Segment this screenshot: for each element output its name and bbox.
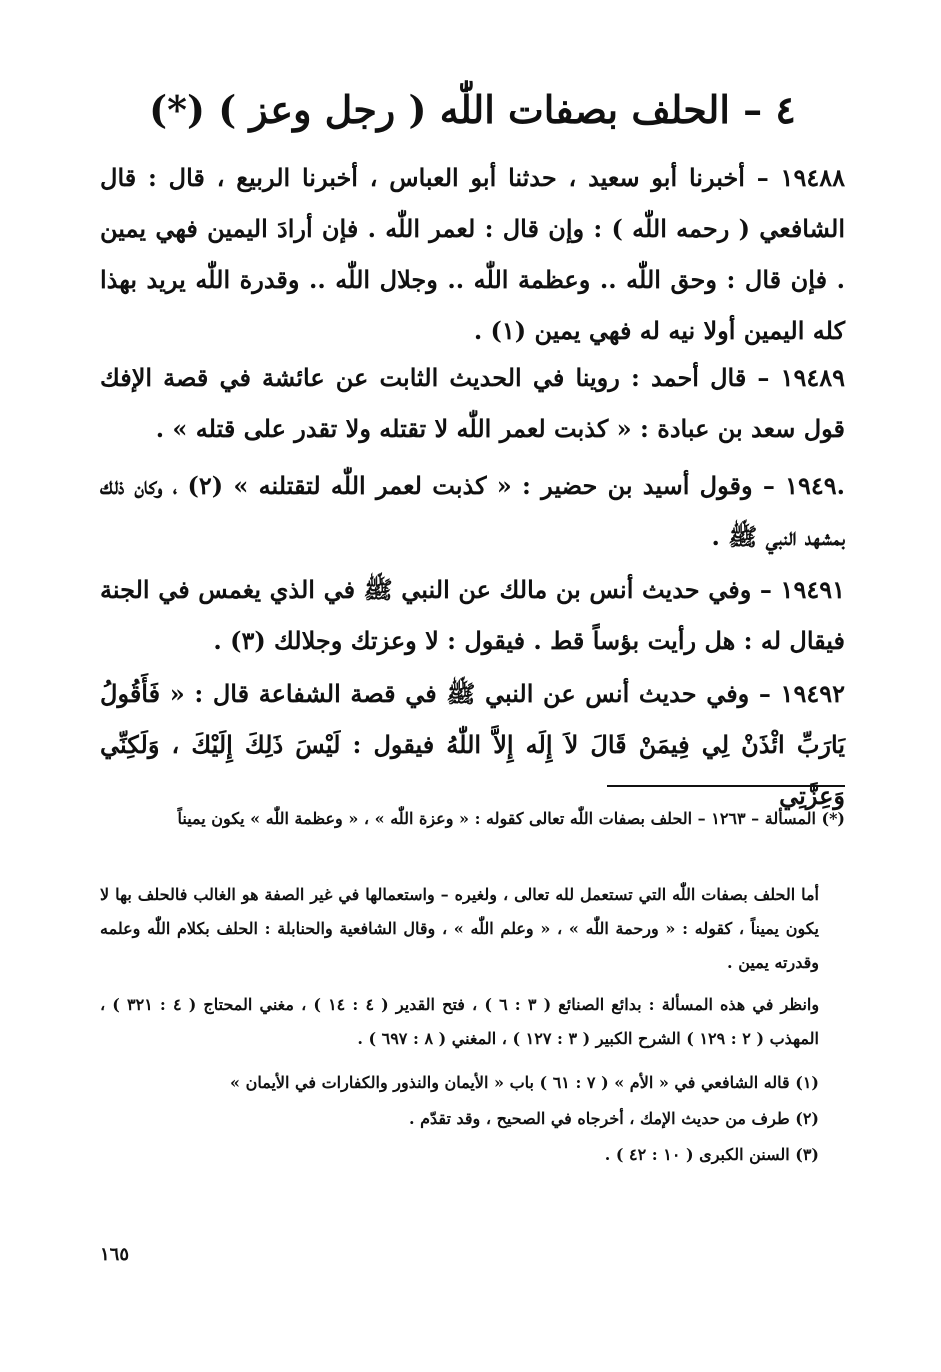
footnote-3: (٣) السنن الكبرى ( ١٠ : ٤٢ ) .	[604, 1145, 819, 1164]
hadith-paragraph-19491	[100, 564, 845, 666]
footnote-separator	[607, 785, 845, 787]
footnote-explanation: أما الحلف بصفات اللّٰه التي تستعمل لله تعالى ، ولغيره – واستعمالها في غير الصفة هو الغالب فالحلف بها لا يكون يميناً ، كقوله : « ورحمة اللّٰه » ، « وعلم اللّٰه » ، وقال الشافعية والحنابلة : الحلف بكلام اللّٰه وعلمه وقدرته يمين .	[100, 885, 819, 972]
paragraph-text: ١٩٤٩٢ – وفي حديث أنس عن النبي ﷺ في قصة الشفاعة قال : « فَأَقُولُ يَارَبِّ ائْذَنْ لِي فِيمَنْ قَالَ لاَ إِلَه إِلاَّ اللّٰهُ فيقول : لَيْسَ ذَلِكَ إِلَيْكَ ، وَلَكِنِّي وَعِزَّتِي	[100, 679, 845, 810]
footnote-2: (٢) طرف من حديث الإمك ، أخرجاه في الصحيح ، وقد تقدّم .	[408, 1109, 819, 1128]
footnote-references: وانظر في هذه المسألة : بدائع الصنائع ( ٣ : ٦ ) ، فتح القدير ( ٤ : ١٤ ) ، مغني المحتاج ( ٤ : ٣٢١ ) ، المهذب ( ٢ : ١٢٩ ) الشرح الكبير ( ٣ : ١٢٧ ) ، المغني ( ٨ : ٦٩٧ ) .	[100, 995, 820, 1048]
hadith-paragraph-19490	[100, 460, 845, 562]
paragraph-text: ١٩٤٨٨ – أخبرنا أبو سعيد ، حدثنا أبو العباس ، أخبرنا الربيع ، قال : قال الشافعي ( رحمه اللّٰه ) : وإن قال : لعمر اللّٰه . فإن أرادَ اليمين فهي يمين . فإن قال : وحق اللّٰه .. وعظمة اللّٰه .. وجلال اللّٰه .. وقدرة اللّٰه يريد بهذا كله اليمين أولا نيه له فهي يمين (١) .	[100, 163, 845, 345]
footnote-1: (١) قاله الشافعي في « الأم » ( ٧ : ٦١ ) باب « الأيمان والنذور والكفارات في الأيمان »	[230, 1073, 819, 1092]
paragraph-text: .١٩٤٩ – وقول أسيد بن حضير : « كذبت لعمر اللّٰه لتقتلنه » (٢) ، وكان ذلك بمشهد النبي ﷺ .	[100, 471, 845, 551]
hadith-paragraph-19489	[100, 352, 845, 454]
paragraph-text: ١٩٤٩١ – وفي حديث أنس بن مالك عن النبي ﷺ في الذي يغمس في الجنة فيقال له : هل رأيت بؤساً قط . فيقول : لا وعزتك وجلالك (٣) .	[100, 575, 845, 655]
hadith-paragraph-19488	[100, 152, 845, 356]
section-heading: ٤ – الحلف بصفات اللّٰه ( رجل وعز ) (*)	[149, 87, 796, 132]
paragraph-text: ١٩٤٨٩ – قال أحمد : روينا في الحديث الثابت عن عائشة في قصة الإفك قول سعد بن عبادة : « كذبت لعمر اللّٰه لا تقتله ولا تقدر على قتله » .	[100, 363, 846, 443]
footnote-star: (*) المسألة – ١٢٦٣ – الحلف بصفات اللّٰه تعالى كقوله : « وعزة اللّٰه » ، « وعظمة اللّٰه » يكون يميناً	[177, 809, 845, 828]
page-number: ١٦٥	[100, 1244, 130, 1265]
hadith-paragraph-19492	[100, 668, 845, 821]
document-page	[100, 0, 845, 1372]
